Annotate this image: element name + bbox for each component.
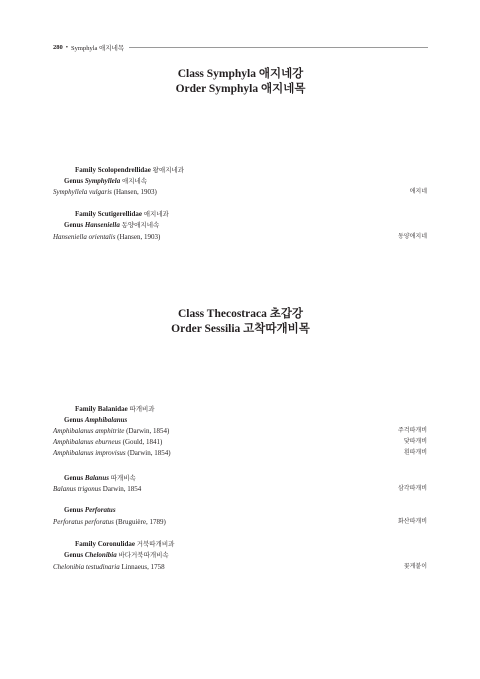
species-author: Linnaeus, 1758: [121, 563, 165, 571]
genus-korean-name: 바다거북따개비속: [118, 552, 169, 559]
family-row: [53, 539, 449, 550]
genus-name: Hanseniella: [84, 221, 120, 229]
species-row: [53, 448, 427, 459]
species-author: (Darwin, 1854): [126, 427, 170, 435]
bullet-separator: •: [65, 43, 69, 51]
genus-row: [53, 473, 438, 484]
order-label: Order Sessilia 고착따개비목: [171, 322, 310, 335]
running-head: [53, 41, 428, 53]
species-name: Balanus trigonus: [53, 485, 102, 493]
genus-row: [53, 415, 438, 426]
genus-korean-name: 따개비속: [110, 475, 136, 482]
family-row: [53, 209, 449, 220]
species-korean-name: 흰따개비: [403, 450, 427, 456]
page-number: 280: [53, 43, 63, 51]
class-label: Class Thecostraca 초갑강: [177, 308, 304, 320]
species-korean-name: 화산따개비: [398, 519, 427, 525]
species-author: (Hansen, 1903): [113, 188, 157, 196]
genus-prefix: Genus: [64, 416, 84, 424]
species-name: Symphyllela vulgaris: [53, 188, 112, 196]
genus-prefix: Genus: [64, 551, 84, 559]
family-row: [53, 165, 449, 176]
genus-name: Balanus: [84, 474, 109, 482]
species-author: (Hansen, 1903): [117, 233, 161, 241]
species-row: [53, 484, 427, 495]
family-korean-name: 왕애지네과: [152, 167, 185, 174]
genus-prefix: Genus: [64, 221, 84, 229]
running-head-rule: [129, 47, 428, 48]
species-korean-name: 삼각따개비: [398, 486, 427, 492]
species-author: Darwin, 1854: [102, 485, 142, 493]
genus-row: [53, 176, 438, 187]
species-row: [53, 426, 427, 437]
species-row: [53, 517, 427, 528]
family-name: Family Scolopendrellidae: [75, 166, 151, 174]
class-label: Class Symphyla 애지네강: [177, 68, 304, 80]
family-name: Family Coronulidae: [75, 540, 135, 548]
species-name: Amphibalanus amphitrite: [53, 427, 125, 435]
genus-name: Amphibalanus: [84, 416, 128, 424]
species-name: Chelonibia testudinaria: [53, 563, 120, 571]
species-name: Perforatus perforatus: [53, 518, 114, 526]
genus-korean-name: 애지네속: [121, 178, 148, 185]
family-row: [53, 404, 449, 415]
species-korean-name: 애지네: [409, 189, 427, 195]
species-row: [53, 437, 427, 448]
species-author: (Gould, 1841): [122, 438, 163, 446]
genus-name: Perforatus: [84, 506, 116, 514]
genus-row: [53, 550, 438, 561]
class-heading-thecostraca: [53, 307, 428, 336]
genus-row: [53, 505, 438, 516]
species-name: Amphibalanus eburneus: [53, 438, 121, 446]
family-korean-name: 따개비과: [129, 406, 155, 413]
species-author: (Darwin, 1854): [127, 449, 171, 457]
genus-prefix: Genus: [64, 474, 84, 482]
family-korean-name: 거북따개비과: [136, 541, 175, 548]
species-korean-name: 주걱따개비: [398, 428, 427, 434]
species-row: [53, 187, 427, 198]
genus-prefix: Genus: [64, 177, 84, 185]
species-korean-name: 동양애지네: [398, 234, 427, 240]
order-label: Order Symphyla 애지네목: [175, 82, 306, 95]
species-korean-name: 꽃게붙이: [403, 564, 427, 570]
species-author: (Bruguière, 1789): [115, 518, 166, 526]
genus-korean-name: 동양애지네속: [121, 222, 160, 229]
species-row: [53, 562, 427, 573]
genus-name: Symphyllela: [84, 177, 121, 185]
family-name: Family Scutigerellidae: [75, 210, 142, 218]
family-name: Family Balanidae: [75, 405, 128, 413]
genus-name: Chelonibia: [84, 551, 117, 559]
family-korean-name: 애지네과: [143, 211, 169, 218]
species-name: Amphibalanus improvisus: [53, 449, 126, 457]
species-name: Hanseniella orientalis: [53, 233, 116, 241]
genus-row: [53, 220, 438, 231]
species-korean-name: 닻따개비: [403, 439, 427, 445]
species-row: [53, 232, 427, 243]
running-head-title: Symphyla 애지네목: [71, 44, 125, 52]
genus-prefix: Genus: [64, 506, 84, 514]
class-heading-symphyla: [53, 67, 428, 96]
